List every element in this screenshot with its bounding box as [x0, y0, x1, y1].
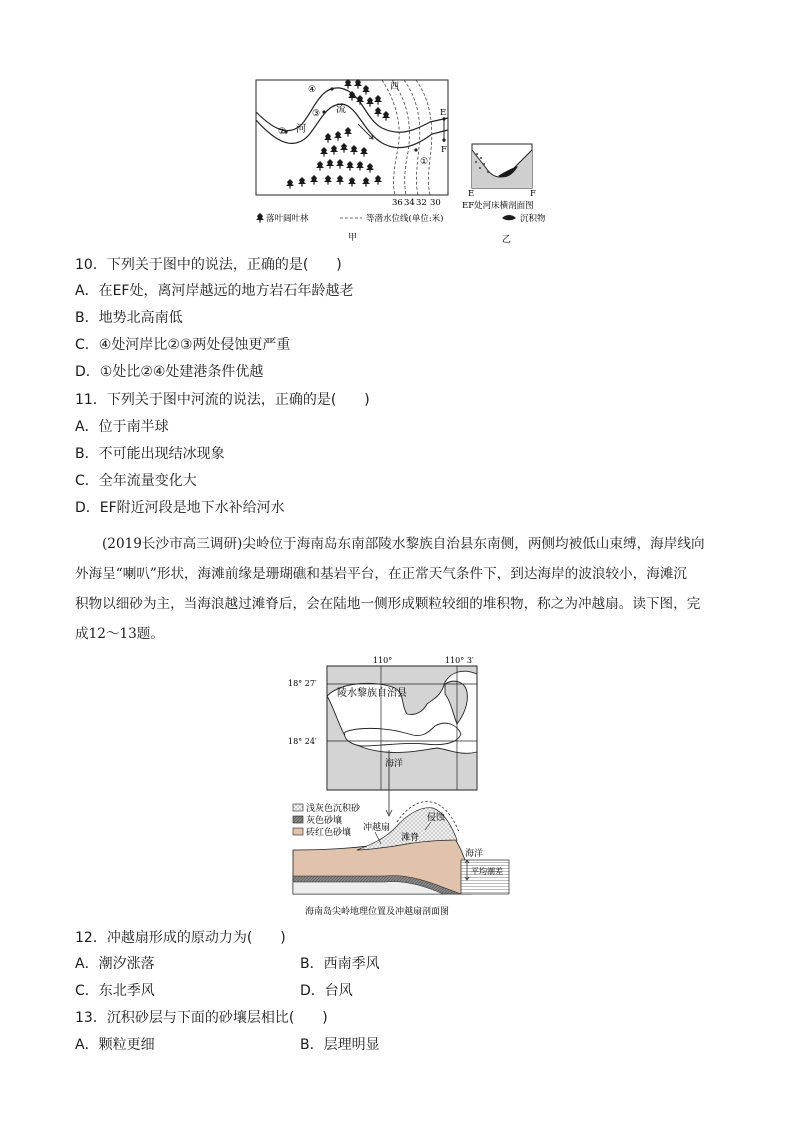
legend-contour: 等潜水位线(单位:米) [366, 214, 444, 224]
legend-sediment: 沉积物 [520, 214, 546, 224]
lat-label-18-27: 18° 27′ [288, 679, 317, 688]
legend-red-loam: 砖红色砂壤 [306, 828, 352, 838]
contour-label-34: 34 [404, 198, 415, 208]
q12-option-d[interactable]: D．台风 [300, 983, 353, 999]
figure-river-map [240, 72, 560, 247]
forest-legend-icon [256, 213, 264, 223]
legend-forest: 落叶阔叶林 [266, 214, 309, 224]
q11-stem: 11．下列关于图中河流的说法，正确的是( ) [75, 392, 370, 408]
lat-label-18-24: 18° 24′ [288, 737, 317, 746]
map-label-e: E [440, 108, 447, 118]
map-label-point-3: ③ [312, 109, 321, 119]
q12-option-c[interactable]: C．东北季风 [75, 983, 155, 999]
legend-swatch-red [293, 828, 303, 835]
passage [75, 529, 723, 649]
legend-swatch-gray [293, 816, 303, 823]
ocean-map-label: 海洋 [385, 759, 404, 769]
label-tidal-range: 平均潮差 [471, 867, 503, 876]
forest-south [286, 127, 382, 189]
q11-option-b[interactable]: B．不可能出现结冰现象 [75, 446, 225, 462]
q10-option-b[interactable]: B．地势北高南低 [75, 310, 183, 326]
legend-swatch-sand [293, 804, 303, 811]
section-label-f: F [530, 189, 536, 199]
sediment-legend-icon [502, 215, 516, 220]
map-label-point-4: ④ [308, 85, 317, 95]
q11-option-a[interactable]: A．位于南半球 [75, 419, 169, 435]
legend-gray-loam: 灰色砂壤 [306, 816, 343, 826]
label-washover-fan: 冲越扇 [363, 823, 391, 833]
passage-line-1: (2019长沙市高三调研)尖岭位于海南岛东南部陵水黎族自治县东南侧，两侧均被低山束缚，海岸线向 [102, 536, 705, 552]
passage-line-4: 成12～13题。 [75, 626, 164, 642]
q12-option-b[interactable]: B．西南季风 [300, 956, 380, 972]
label-ocean-section: 海洋 [465, 849, 484, 859]
label-yi: 乙 [502, 235, 512, 245]
label-beach-ridge: 滩脊 [401, 833, 420, 843]
figure2-caption: 海南岛尖岭地理位置及冲越扇剖面图 [305, 907, 450, 917]
q10-option-a[interactable]: A．在EF处，离河岸越远的地方岩石年龄越老 [75, 283, 354, 299]
ocean-section [461, 860, 509, 894]
river-south-bank [256, 104, 448, 148]
section-caption: EF处河床横剖面图 [462, 201, 534, 211]
point-3-marker [322, 110, 325, 113]
contour-label-32: 32 [416, 198, 427, 208]
lon-label-110: 110° [373, 656, 393, 665]
q10-stem: 10．下列关于图中的说法，正确的是( ) [75, 257, 342, 273]
q11-option-d[interactable]: D．EF附近河段是地下水补给河水 [75, 500, 285, 516]
q13-option-a[interactable]: A．颗粒更细 [75, 1037, 155, 1053]
q10-option-d[interactable]: D．①处比②④处建港条件优越 [75, 364, 264, 380]
contour-lines [382, 80, 432, 195]
passage-line-3: 积物以细砂为主，当海浪越过滩脊后，会在陆地一侧形成颗粒较细的堆积物，称之为冲越扇。读下图，完 [75, 596, 701, 612]
forest-north [344, 79, 390, 121]
map-label-f: F [441, 145, 447, 155]
label-jia: 甲 [348, 233, 358, 243]
q11-option-c[interactable]: C．全年流量变化大 [75, 473, 197, 489]
map-label-river-a: 河 [296, 124, 306, 135]
map-label-point-2: ② [278, 127, 287, 137]
q12-option-a[interactable]: A．潮汐涨落 [75, 956, 155, 972]
q12-stem: 12．冲越扇形成的原动力为( ) [75, 930, 286, 946]
passage-line-2: 外海呈“喇叭”形状，海滩前缘是珊瑚礁和基岩平台，在正常天气条件下，到达海岸的波浪较小，海滩沉 [75, 566, 688, 582]
q13-option-b[interactable]: B．层理明显 [300, 1037, 380, 1053]
contour-label-30: 30 [430, 198, 441, 208]
lon-label-110-3: 110° 3′ [445, 656, 474, 665]
q10-option-c[interactable]: C．④处河岸比②③两处侵蚀更严重 [75, 337, 291, 353]
legend-gray-sand: 浅灰色沉积砂 [306, 804, 361, 814]
contour-label-36: 36 [392, 198, 403, 208]
label-erosion: 侵蚀 [427, 813, 446, 823]
map-label-west: 西 [390, 82, 400, 92]
section-label-e: E [468, 189, 475, 199]
map-label-river-b: 流 [336, 104, 346, 115]
point-4-marker [330, 87, 333, 90]
q13-stem: 13．沉积砂层与下面的砂壤层相比( ) [75, 1010, 328, 1026]
map-label-point-1: ① [420, 157, 429, 167]
point-1-marker [414, 148, 417, 151]
county-label: 陵水黎族自治县 [337, 688, 407, 699]
figure-washover-fan [285, 654, 515, 922]
